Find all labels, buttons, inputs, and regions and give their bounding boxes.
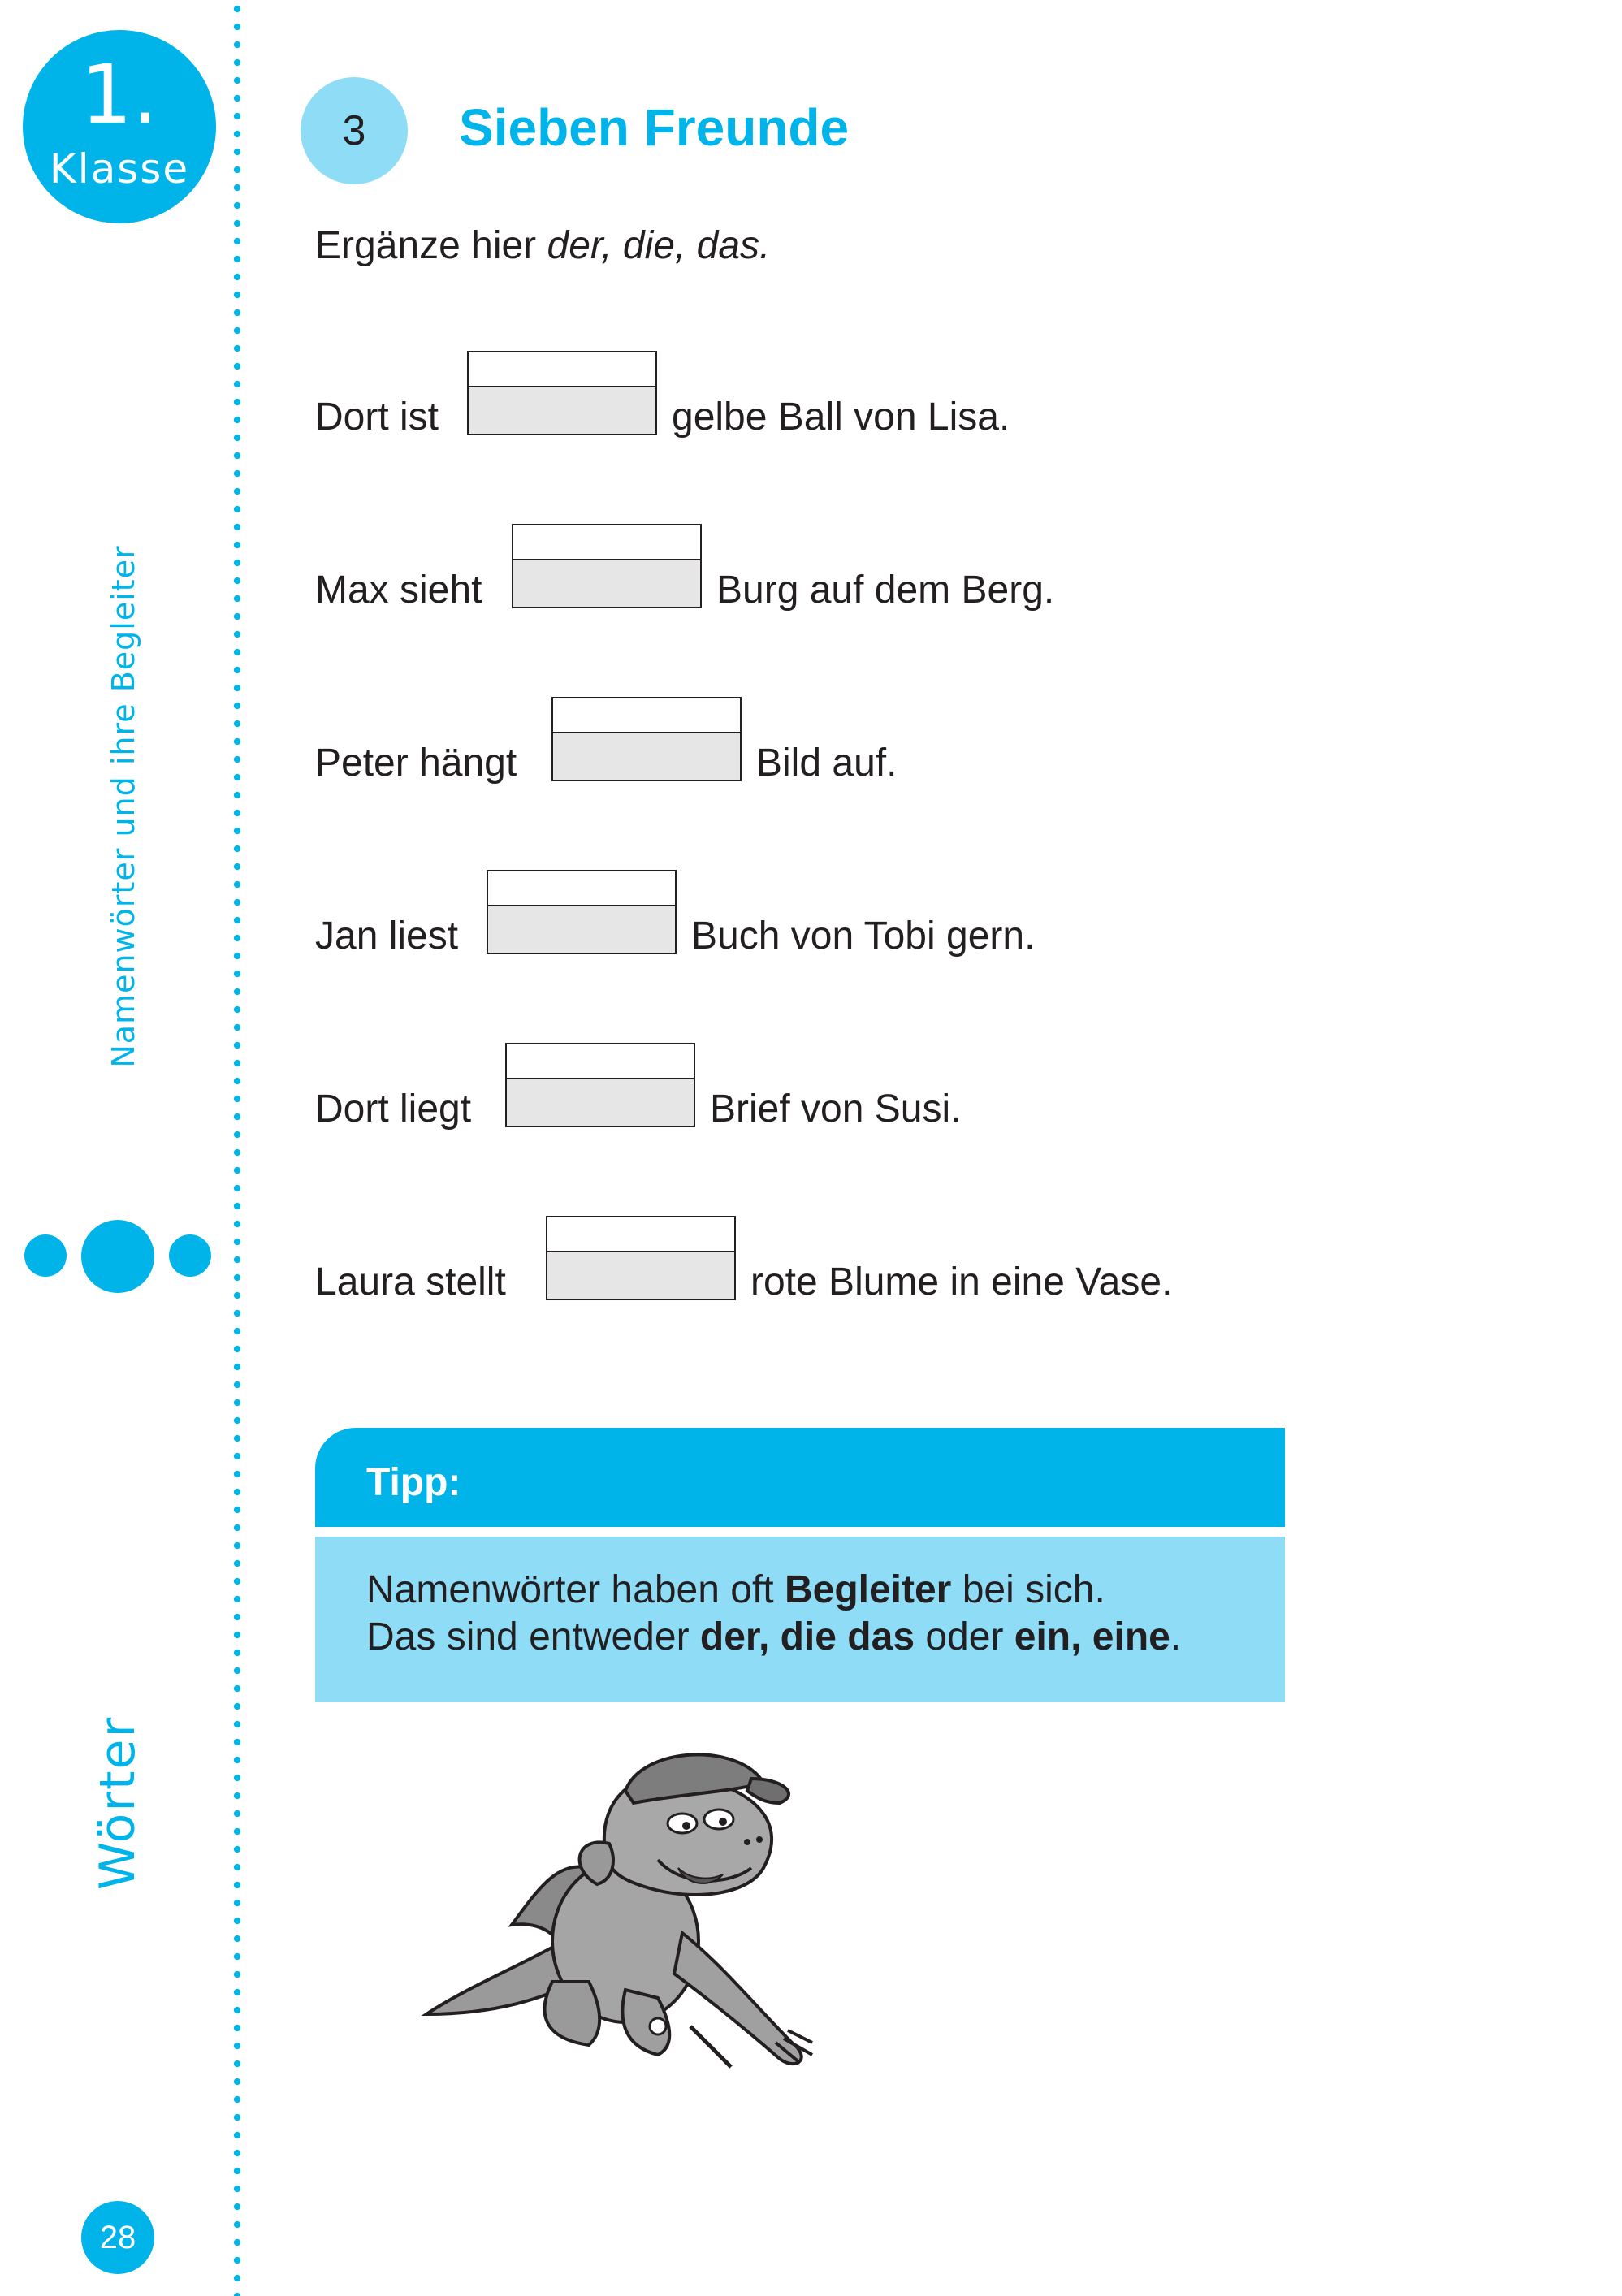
answer-box-writing-line: [507, 1078, 694, 1126]
sentence-end: gelbe Ball von Lisa.: [672, 396, 1010, 439]
sentence-start: Dort ist: [315, 396, 439, 439]
answer-box[interactable]: [467, 351, 657, 435]
tip-text: bei sich.: [951, 1568, 1105, 1611]
topic-label: Namenwörter und ihre Begleiter: [106, 545, 141, 1068]
instruction-text: Ergänze hier: [315, 224, 547, 267]
sentence-end: Buch von Tobi gern.: [691, 915, 1036, 958]
tip-body: [315, 1537, 1285, 1702]
sentence-start: Dort liegt: [315, 1087, 472, 1131]
tip-header: [315, 1428, 1285, 1527]
decor-dot-left: [24, 1234, 67, 1277]
tip-line-2: [366, 1615, 1181, 1659]
answer-box-writing-line: [547, 1251, 734, 1299]
sentence-end: rote Blume in eine Vase.: [750, 1260, 1173, 1304]
section-label: Wörter: [89, 1715, 146, 1891]
tip-line-1: [366, 1567, 1105, 1612]
instruction: [315, 223, 770, 268]
tip-keyword: ein, eine: [1014, 1615, 1170, 1658]
dragon-illustration-icon: [414, 1746, 869, 2104]
answer-box[interactable]: [505, 1043, 695, 1127]
tip-keyword: Begleiter: [784, 1568, 952, 1611]
sentence-start: Laura stellt: [315, 1260, 506, 1304]
answer-box[interactable]: [551, 697, 742, 781]
page-number: 28: [81, 2201, 154, 2274]
tip-keyword: der, die das: [699, 1615, 915, 1658]
exercise-title: Sieben Freunde: [459, 98, 850, 157]
sentence-start: Jan liest: [315, 915, 459, 958]
sentence-end: Brief von Susi.: [710, 1087, 962, 1131]
tip-label: Tipp:: [366, 1461, 461, 1504]
answer-box[interactable]: [512, 524, 702, 608]
decor-dot-right: [169, 1234, 211, 1277]
answer-box-writing-line: [513, 559, 700, 607]
sentence-start: Peter hängt: [315, 742, 517, 785]
dotted-divider: [233, 0, 241, 2296]
answer-box-writing-line: [553, 732, 740, 780]
grade-badge: [23, 30, 216, 223]
sentence-end: Bild auf.: [756, 742, 898, 785]
answer-box[interactable]: [487, 870, 677, 954]
answer-box-writing-line: [488, 905, 675, 953]
instruction-articles: der, die, das.: [547, 224, 771, 267]
tip-text: .: [1170, 1615, 1182, 1658]
exercise-number: 3: [301, 77, 408, 184]
sentence-start: Max sieht: [315, 569, 482, 612]
answer-box[interactable]: [546, 1216, 736, 1300]
sentence-end: Burg auf dem Berg.: [716, 569, 1055, 612]
tip-text: Namenwörter haben oft: [366, 1568, 785, 1611]
tip-text: oder: [915, 1615, 1014, 1658]
answer-box-writing-line: [469, 386, 655, 434]
decor-dot-center: [81, 1220, 154, 1293]
grade-number: 1.: [80, 47, 158, 142]
grade-label: Klasse: [49, 145, 190, 192]
tip-text: Das sind entweder: [366, 1615, 700, 1658]
